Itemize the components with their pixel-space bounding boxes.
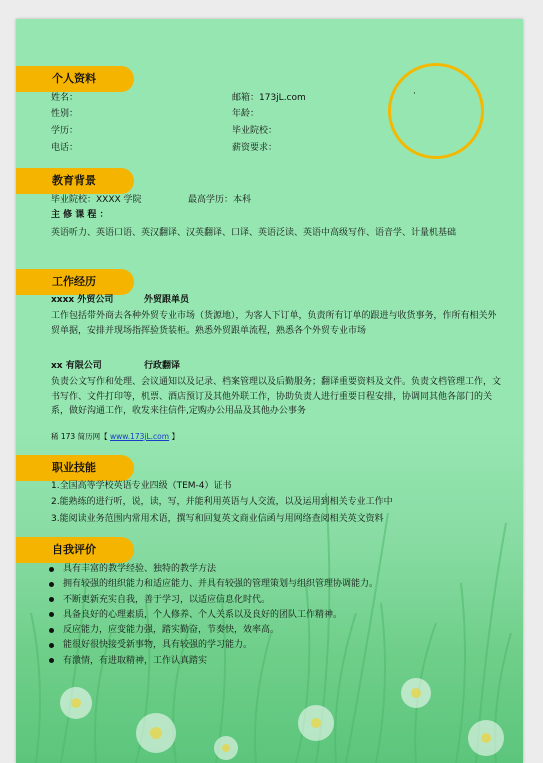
- job2-description: 负责公文写作和处理、会议通知以及记录、档案管理以及后勤服务；翻译重要资料及文件。负责文档管理工作，文书写作、文件打印等，机票、酒店预订及其他外联工作，协助负责人进行重要日程安排，协调同其他各部门的关系，做好沟通工作，收发来往信件,定购办公用品及其他办公事务: [51, 377, 502, 416]
- job1-role: 外贸跟单员: [144, 295, 190, 305]
- evaluation-item: 有激情，有进取精神，工作认真踏实: [49, 654, 378, 669]
- job2-company: xx 有限公司: [51, 361, 102, 371]
- job2-role: 行政翻译: [144, 361, 181, 371]
- personal-education: 学历：: [51, 126, 79, 136]
- evaluation-item: 反应能力，应变能力强，踏实勤奋，节奏快，效率高。: [49, 623, 378, 638]
- source-line: [51, 430, 179, 443]
- section-title-work: 工作经历: [16, 269, 134, 295]
- education-courses-label: 主 修 课 程 ：: [51, 210, 109, 220]
- personal-name: 姓名：: [51, 93, 79, 103]
- education-courses: 英语听力、英语口语、英汉翻译、汉英翻译、口译、英语泛读、英语中高级写作、语音学、计量机基础: [51, 228, 457, 238]
- source-suffix: 】: [171, 432, 179, 441]
- job1-description: 工作包括带外商去各种外贸专业市场（货源地），为客人下订单，负责所有订单的跟进与收货事务，作所有相关外贸单据，安排并现场指挥验货装柜。熟悉外贸跟单流程，熟悉各个外贸专业市场: [51, 311, 497, 336]
- personal-email: 邮箱：173jL.com: [232, 93, 306, 103]
- bullet-icon: [49, 628, 54, 633]
- skill-item: 3.能阅读业务范围内常用术语，撰写和回复英文商业信函与用网络查阅相关英文资料: [51, 514, 384, 524]
- skill-item: 2.能熟练的进行听，说，读，写，并能利用英语与人交流，以及运用到相关专业工作中: [51, 497, 393, 507]
- bullet-icon: [49, 597, 54, 602]
- personal-school: 毕业院校：: [232, 126, 278, 136]
- bullet-icon: [49, 567, 54, 572]
- education-school: 毕业院校：XXXX 学院: [51, 195, 142, 205]
- personal-age: 年龄：: [232, 109, 260, 119]
- evaluation-item: 具备良好的心理素质，个人修养、个人关系以及良好的团队工作精神。: [49, 608, 378, 623]
- evaluation-item: 能很好很快接受新事物，具有较强的学习能力。: [49, 638, 378, 653]
- bullet-icon: [49, 582, 54, 587]
- bullet-icon: [49, 643, 54, 648]
- job1-company: xxxx 外贸公司: [51, 295, 114, 305]
- bullet-icon: [49, 658, 54, 663]
- section-title-education: 教育背景: [16, 168, 134, 194]
- photo-placeholder: [388, 63, 484, 159]
- resume-page: [16, 19, 523, 763]
- evaluation-item: 拥有较强的组织能力和适应能力、并具有较强的管理策划与组织管理协调能力。: [49, 577, 378, 592]
- personal-salary: 薪资要求：: [232, 143, 278, 153]
- source-prefix: 稀 173 简历网【: [51, 432, 108, 441]
- source-link[interactable]: www.173jL.com: [109, 432, 170, 441]
- section-title-skills: 职业技能: [16, 455, 134, 481]
- evaluation-item: 不断更新充实自我，善于学习，以适应信息化时代。: [49, 593, 378, 608]
- bullet-icon: [49, 612, 54, 617]
- evaluation-item: 具有丰富的教学经验、独特的教学方法: [49, 562, 378, 577]
- section-title-personal: 个人资料: [16, 66, 134, 92]
- skill-item: 1.全国高等学校英语专业四级（TEM-4）证书: [51, 481, 232, 491]
- section-title-evaluation: 自我评价: [16, 537, 134, 563]
- personal-phone: 电话：: [51, 143, 79, 153]
- photo-mark: ·: [413, 89, 416, 99]
- education-degree: 最高学历：本科: [188, 195, 252, 205]
- personal-gender: 性别：: [51, 109, 79, 119]
- evaluation-list: [49, 562, 378, 669]
